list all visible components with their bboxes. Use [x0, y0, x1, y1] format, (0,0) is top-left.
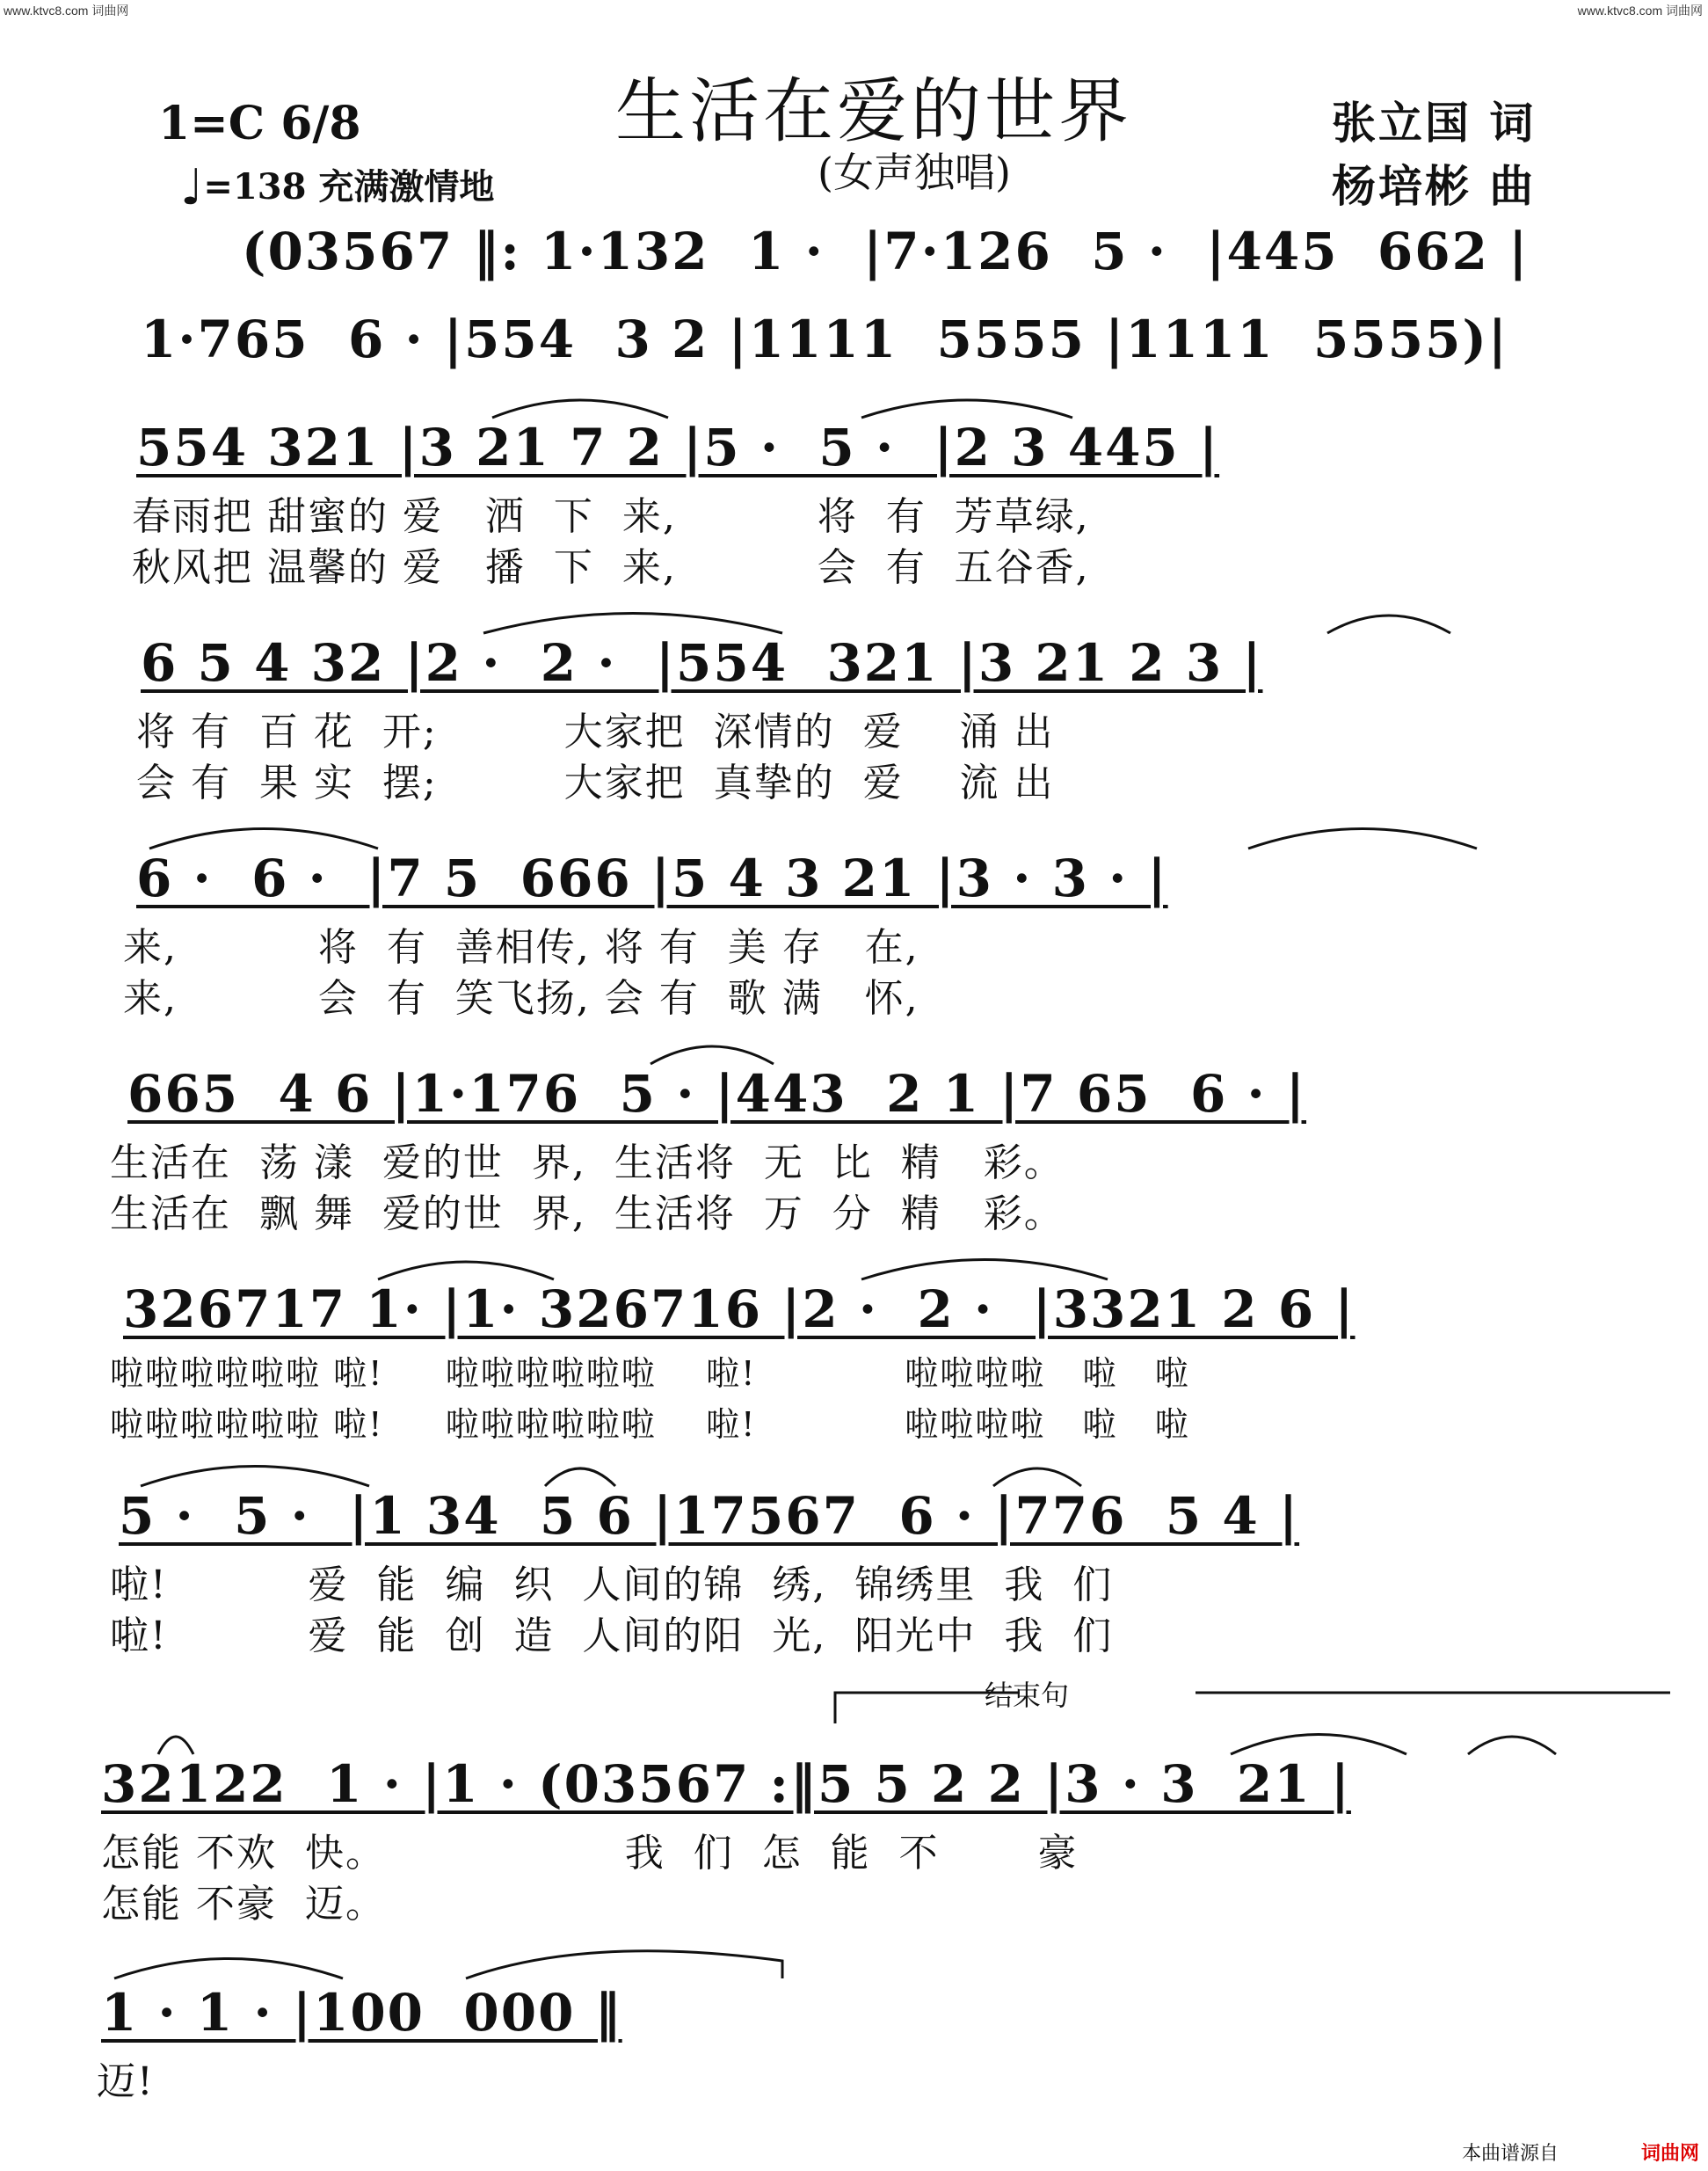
lyrics-line-6b: 生活在 飘 舞 爱的世 界, 生活将 万 分 精 彩。 [110, 1191, 1065, 1236]
notes-line-3: 554 321 |3 21 7 2 |5 · 5 · |2 3 445 | [136, 418, 1220, 477]
song-subtitle: (女声独唱) [818, 149, 1011, 196]
notes-line-2: 1·765 6 · |554 3 2 |1111 5555 |1111 5555)| [141, 310, 1508, 369]
score-line-8 [88, 1486, 1582, 1658]
tempo-marking [180, 158, 494, 216]
lyrics-line-8b: 啦! 爱 能 创 造 人间的阳 光, 阳光中 我 们 [110, 1614, 1114, 1658]
footer-site-logo[interactable]: 词曲网 [1640, 2142, 1699, 2164]
lyrics-line-7a: 啦啦啦啦啦啦 啦! 啦啦啦啦啦啦 啦! 啦啦啦啦 啦 啦 [110, 1354, 1190, 1393]
lyrics-line-3a: 春雨把 甜蜜的 爱 洒 下 来, 将 有 芳草绿, [132, 494, 1090, 539]
score-line-2 [88, 310, 1582, 376]
score-line-1 [88, 222, 1582, 288]
ending-label: 结束句 [985, 1679, 1070, 1711]
lyrics-line-10: 迈! [97, 2059, 155, 2104]
notes-line-1: (03567 ‖: 1·132 1 · |7·126 5 · |445 662 | [242, 222, 1530, 281]
lyrics-line-8a: 啦! 爱 能 编 织 人间的锦 绣, 锦绣里 我 们 [110, 1563, 1114, 1607]
lyrics-line-7b: 啦啦啦啦啦啦 啦! 啦啦啦啦啦啦 啦! 啦啦啦啦 啦 啦 [110, 1405, 1190, 1444]
tempo-text: =138 充满激情地 [203, 166, 495, 208]
notes-line-9: 32122 1 · |1 · (03567 :‖5 5 2 2 |3 · 3 21 | [101, 1754, 1351, 1814]
lyrics-line-3b: 秋风把 温馨的 爱 播 下 来, 会 有 五谷香, [132, 545, 1090, 590]
score-line-7 [88, 1279, 1582, 1448]
key-signature: 1=C 6/8 [158, 97, 361, 150]
watermark-right: www.ktvc8.com 词曲网 [1577, 4, 1703, 18]
score-line-5 [88, 849, 1582, 1021]
notes-line-7: 326717 1· |1· 326716 |2 · 2 · |3321 2 6 | [123, 1279, 1355, 1339]
notes-line-10: 1 · 1 · |100 000 ‖ [101, 1983, 622, 2043]
lyrics-line-6a: 生活在 荡 漾 爱的世 界, 生活将 无 比 精 彩。 [110, 1140, 1065, 1185]
footer-source-text: 本曲谱源自 [1461, 2142, 1559, 2164]
score-line-3 [88, 418, 1582, 590]
score-line-4 [88, 633, 1582, 805]
quarter-note-icon: ♩ [180, 158, 204, 216]
lyrics-line-5b: 来, 会 有 笑飞扬, 会 有 歌 满 怀, [123, 976, 919, 1021]
lyrics-line-4a: 将 有 百 花 开; 大家把 深情的 爱 涌 出 [136, 710, 1055, 754]
score-line-10 [88, 1983, 1582, 2104]
song-title: 生活在爱的世界 [615, 70, 1132, 152]
lyrics-line-5a: 来, 将 有 善相传, 将 有 美 存 在, [123, 925, 919, 970]
lyricist-credit: 张立国 词 [1332, 97, 1537, 149]
watermark-left: www.ktvc8.com 词曲网 [4, 4, 129, 18]
composer-credit: 杨培彬 曲 [1332, 160, 1537, 212]
lyrics-line-9b: 怎能 不豪 迈。 [101, 1882, 386, 1927]
lyrics-line-4b: 会 有 果 实 摆; 大家把 真挚的 爱 流 出 [136, 761, 1055, 805]
notes-line-6: 665 4 6 |1·176 5 · |443 2 1 |7 65 6 · | [127, 1064, 1307, 1124]
notes-line-5: 6 · 6 · |7 5 666 |5 4 3 21 |3 · 3 · | [136, 849, 1168, 908]
notes-line-4: 6 5 4 32 |2 · 2 · |554 321 |3 21 2 3 | [141, 633, 1263, 693]
notes-line-8: 5 · 5 · |1 34 5 6 |17567 6 · |776 5 4 | [119, 1486, 1300, 1546]
lyrics-line-9a: 怎能 不欢 快。 我 们 怎 能 不 豪 [101, 1831, 1079, 1876]
score-line-6 [88, 1064, 1582, 1236]
score-line-9 [88, 1679, 1582, 1927]
slur-marks [97, 1943, 888, 1987]
